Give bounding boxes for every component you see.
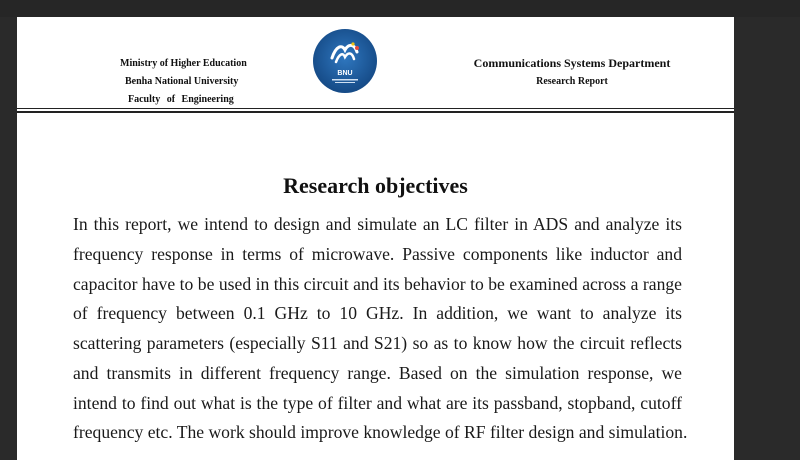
report-type: Research Report [536,76,608,87]
paragraph-line: scattering parameters (especially S11 and S21) so as to know how the circuit reflects [73,333,682,353]
paragraph-line: frequency etc. The work should improve knowledge of RF filter design and simulation. [73,422,688,443]
ministry-line: Ministry of Higher Education [120,58,247,69]
paragraph-line: and transmits in different frequency range. Based on the simulation response, we [73,362,682,383]
viewer-top-bar [0,0,800,17]
document-page [17,17,734,460]
institution-header [120,55,247,109]
header-divider-thick [17,111,734,113]
paragraph-line: of frequency between 0.1 GHz to 10 GHz. In addition, we want to analyze its [73,303,682,324]
faculty-line: Faculty of Engineering [128,94,234,105]
university-logo [312,28,378,94]
paragraph-line: In this report, we intend to design and simulate an LC filter in ADS and analyze its [73,214,682,234]
university-line: Benha National University [125,76,239,87]
paragraph-line: frequency response in terms of microwave. Passive components like inductor and [73,243,682,264]
section-title: Research objectives [283,173,468,198]
department-title: Communications Systems Department [473,56,671,70]
paragraph-line: capacitor have to be used in this circuit and its behavior to be examined across a range [73,273,682,294]
paragraph-line: intend to find out what is the type of filter and what are its passband, stopband, cutoff [73,392,682,413]
viewer-left-gutter [0,17,17,460]
logo-label: BNU [337,70,353,77]
header-divider-thin [17,108,734,109]
viewer-right-gutter [734,17,800,460]
department-header [472,53,672,91]
body-paragraph [73,210,688,448]
